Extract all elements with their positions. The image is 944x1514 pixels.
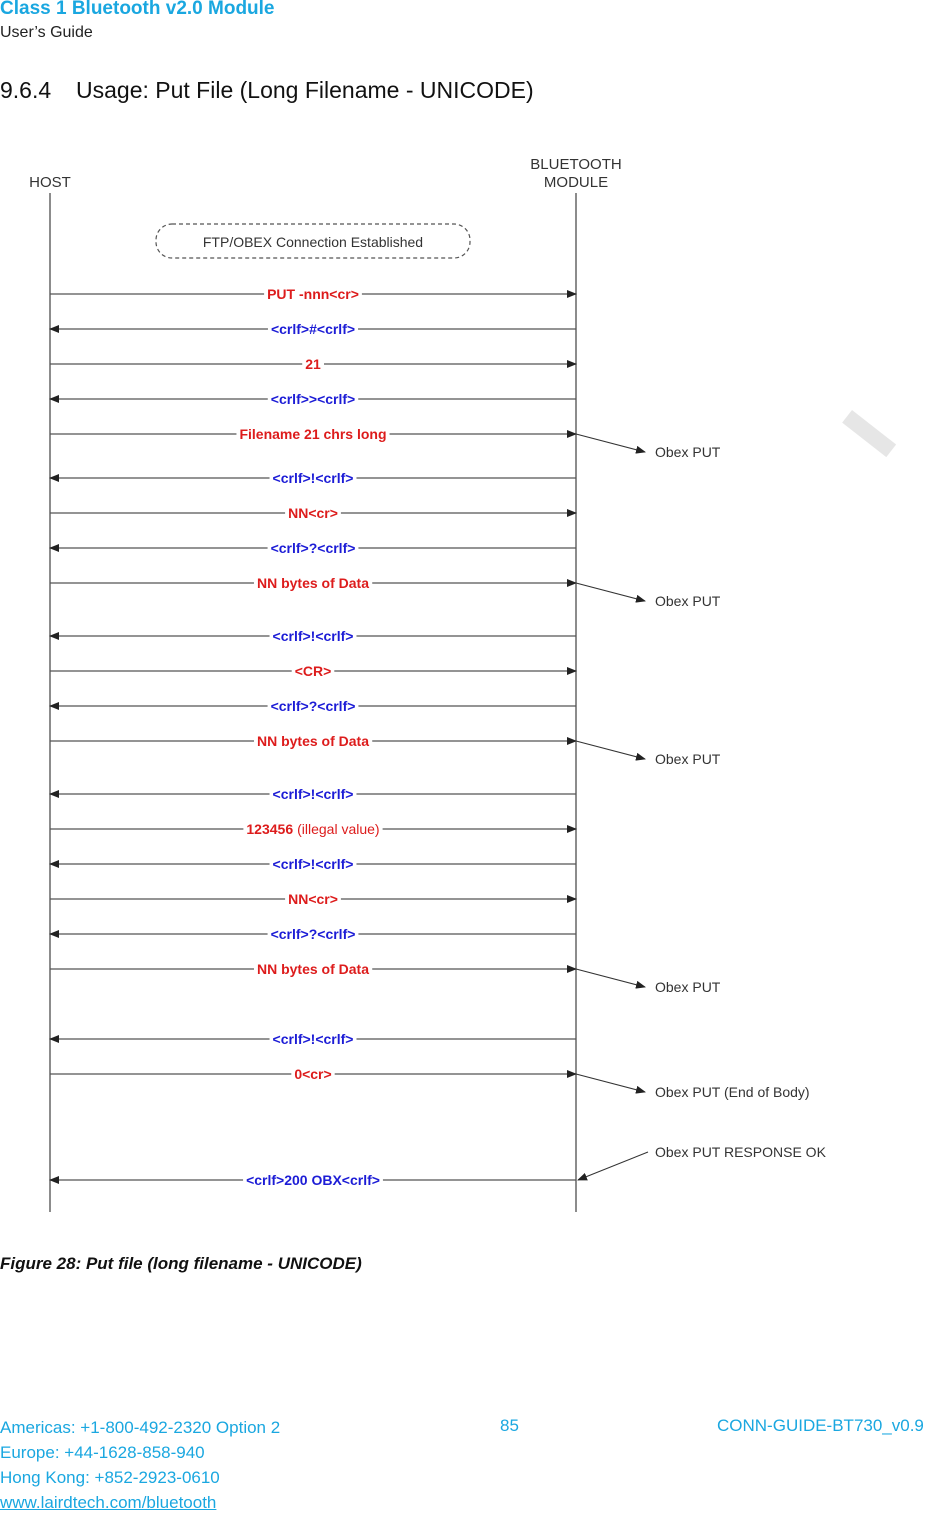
side-note-label: Obex PUT — [655, 593, 721, 609]
message-label: <crlf>?<crlf> — [270, 540, 356, 556]
message-arrow — [50, 960, 576, 978]
side-note-arrow — [578, 1152, 648, 1180]
message-label: <crlf>><crlf> — [270, 391, 356, 407]
message-label: Filename 21 chrs long — [239, 426, 387, 442]
footer-website-link[interactable]: www.lairdtech.com/bluetooth — [0, 1493, 217, 1512]
message-label: 123456 (illegal value) — [246, 821, 380, 837]
side-note-arrow — [576, 741, 645, 759]
side-note — [576, 741, 721, 767]
message-arrow — [50, 1030, 576, 1048]
host-label: HOST — [29, 174, 71, 191]
message-arrow — [50, 732, 576, 750]
message-arrow — [50, 785, 576, 803]
side-note-arrow — [576, 1074, 645, 1092]
document-id: CONN-GUIDE-BT730_v0.9 — [717, 1416, 924, 1435]
side-note-label: Obex PUT — [655, 751, 721, 767]
side-note — [576, 583, 721, 609]
message-label: <crlf>200 OBX<crlf> — [246, 1172, 380, 1188]
message-arrow — [50, 574, 576, 592]
message-label: PUT -nnn<cr> — [267, 286, 359, 302]
module-label-line2: MODULE — [543, 174, 609, 191]
document-title: Class 1 Bluetooth v2.0 Module — [0, 0, 275, 19]
message-label: <crlf>!<crlf> — [272, 1031, 354, 1047]
side-note-label: Obex PUT (End of Body) — [655, 1084, 810, 1100]
section-number: 9.6.4 — [0, 77, 52, 103]
section-heading — [0, 77, 534, 104]
message-arrow — [50, 855, 576, 873]
side-note — [576, 969, 721, 995]
connection-label: FTP/OBEX Connection Established — [202, 234, 424, 250]
side-note — [578, 1144, 827, 1180]
message-label: <crlf>!<crlf> — [272, 470, 354, 486]
side-note-arrow — [576, 434, 645, 452]
message-label: <CR> — [294, 663, 332, 679]
message-arrow — [50, 355, 576, 373]
message-label: <crlf>#<crlf> — [270, 321, 356, 337]
message-label: NN<cr> — [288, 505, 338, 521]
message-arrow — [50, 925, 576, 943]
side-note-list — [576, 434, 827, 1180]
side-note — [576, 434, 721, 460]
footer-europe: Europe: +44-1628-858-940 — [0, 1443, 205, 1462]
side-note-arrow — [576, 969, 645, 987]
footer-hongkong: Hong Kong: +852-2923-0610 — [0, 1468, 220, 1487]
document-subtitle: User’s Guide — [0, 24, 93, 41]
message-arrow — [50, 627, 576, 645]
message-label: <crlf>!<crlf> — [272, 628, 354, 644]
message-label: NN<cr> — [288, 891, 338, 907]
message-arrow — [50, 425, 576, 443]
message-arrow — [50, 662, 576, 680]
message-arrow — [50, 890, 576, 908]
message-label: NN bytes of Data — [256, 733, 370, 749]
section-title: Usage: Put File (Long Filename - UNICODE) — [76, 77, 534, 103]
message-arrow — [50, 504, 576, 522]
footer-americas: Americas: +1-800-492-2320 Option 2 — [0, 1418, 281, 1437]
message-label: 21 — [305, 356, 321, 372]
message-label: <crlf>!<crlf> — [272, 856, 354, 872]
message-arrow — [50, 320, 576, 338]
message-arrow — [50, 820, 576, 838]
side-note-label: Obex PUT RESPONSE OK — [655, 1144, 826, 1160]
message-list — [50, 285, 576, 1189]
side-note — [576, 1074, 810, 1100]
sequence-diagram — [0, 140, 944, 1220]
side-note-arrow — [576, 583, 645, 601]
message-arrow — [50, 539, 576, 557]
message-arrow — [50, 1171, 576, 1189]
message-arrow — [50, 697, 576, 715]
message-label: <crlf>?<crlf> — [270, 698, 356, 714]
message-label: 0<cr> — [294, 1066, 332, 1082]
figure-caption: Figure 28: Put file (long filename - UNICODE) — [0, 1254, 362, 1273]
message-arrow — [50, 1065, 576, 1083]
message-arrow — [50, 285, 576, 303]
message-arrow — [50, 390, 576, 408]
side-note-label: Obex PUT — [655, 444, 721, 460]
page-number: 85 — [500, 1416, 519, 1435]
message-arrow — [50, 469, 576, 487]
module-label-line1: BLUETOOTH — [530, 156, 622, 173]
side-note-label: Obex PUT — [655, 979, 721, 995]
message-label: <crlf>?<crlf> — [270, 926, 356, 942]
message-label: <crlf>!<crlf> — [272, 786, 354, 802]
message-label: NN bytes of Data — [256, 575, 370, 591]
message-label: NN bytes of Data — [256, 961, 370, 977]
